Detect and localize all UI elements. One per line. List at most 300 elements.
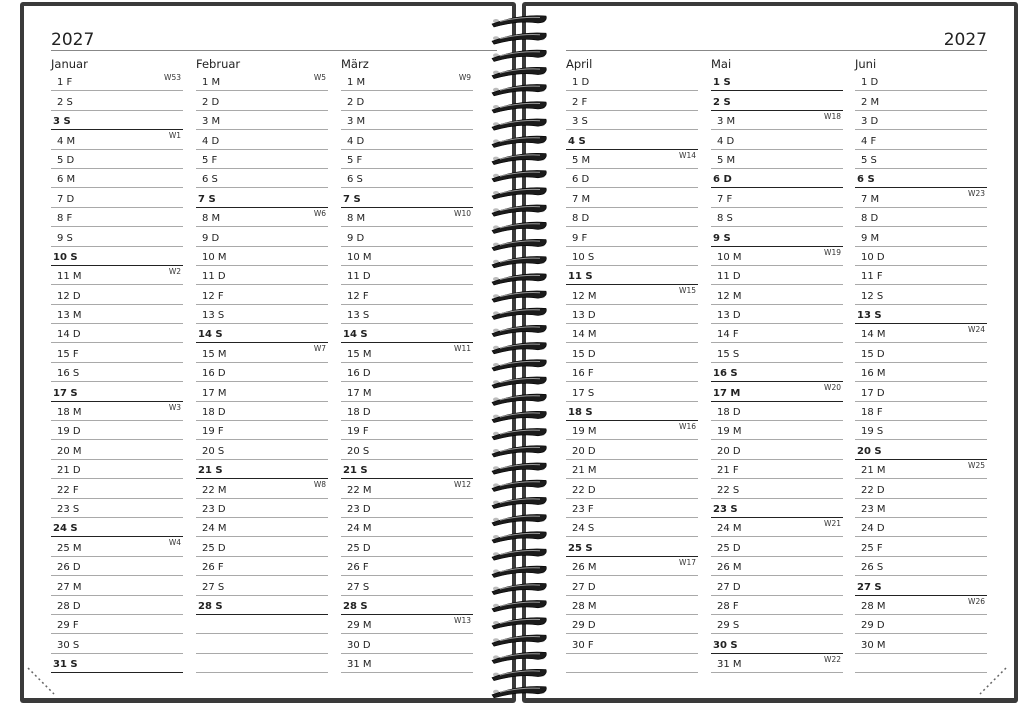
spiral-ring [492,360,546,371]
day-row [711,499,843,518]
day-label: 11 M [57,271,82,283]
day-row [196,343,328,362]
day-row [341,460,473,479]
month-column [855,56,987,673]
week-number: W18 [824,111,841,121]
day-row [855,537,987,556]
spiral-ring [492,308,546,319]
day-row [711,421,843,440]
day-label: 23 F [572,503,594,515]
day-label: 15 D [861,348,885,360]
day-label: 25 D [347,542,371,554]
day-row [51,266,183,285]
day-label: 8 F [57,213,73,225]
week-number: W2 [168,266,181,276]
day-label: 12 M [572,290,597,302]
day-row [855,440,987,459]
day-label: 30 D [347,639,371,651]
day-row [341,615,473,634]
day-row [196,208,328,227]
day-row [341,440,473,459]
day-label: 1 S [713,77,731,89]
day-row [341,537,473,556]
day-row [566,518,698,537]
day-label: 13 M [57,310,82,322]
day-label: 17 M [713,387,741,399]
day-row [855,596,987,615]
day-label: 1 D [572,77,590,89]
day-row [341,402,473,421]
spiral-ring [492,377,546,388]
day-row [51,227,183,246]
day-row [711,247,843,266]
day-label: 20 D [572,445,596,457]
day-row [51,499,183,518]
day-row [341,324,473,343]
day-label: 19 F [202,426,224,438]
day-row [341,363,473,382]
day-label: 28 M [572,600,597,612]
day-label: 28 M [861,600,886,612]
day-label: 17 S [53,387,78,399]
day-label: 22 D [861,484,885,496]
day-label: 4 S [568,135,586,147]
day-row [341,596,473,615]
day-row [196,266,328,285]
spiral-ring [492,549,546,560]
day-row [566,208,698,227]
day-label: 19 M [572,426,597,438]
empty-day-row [196,634,328,653]
day-row [711,440,843,459]
day-label: 28 F [717,600,739,612]
day-row [341,343,473,362]
day-row [711,130,843,149]
day-label: 20 S [202,445,225,457]
day-label: 16 F [572,368,594,380]
spiral-ring [492,274,546,285]
day-row [566,363,698,382]
day-row [855,460,987,479]
day-row [711,654,843,673]
day-row [711,91,843,110]
day-label: 7 S [343,193,361,205]
day-row [196,499,328,518]
day-row [341,169,473,188]
day-row [566,382,698,401]
day-label: 18 S [568,407,593,419]
day-label: 23 S [713,503,738,515]
day-row [51,324,183,343]
day-label: 1 M [347,77,366,89]
day-row [341,150,473,169]
spiral-ring [492,411,546,422]
week-number: W20 [824,383,841,393]
day-row [341,130,473,149]
day-row [855,208,987,227]
day-row [855,382,987,401]
week-number: W25 [968,460,985,470]
month-column [51,56,183,673]
spiral-ring [492,652,546,663]
spiral-ring [492,291,546,302]
day-row [196,479,328,498]
day-row [711,169,843,188]
day-row [566,557,698,576]
day-label: 3 M [347,116,366,128]
day-row [341,634,473,653]
spiral-ring [492,239,546,250]
day-label: 27 S [857,581,882,593]
day-label: 25 D [717,542,741,554]
day-row [196,150,328,169]
day-row [855,557,987,576]
day-row [855,72,987,91]
spiral-ring [492,669,546,680]
day-label: 8 D [861,213,879,225]
day-label: 12 M [717,290,742,302]
day-row [855,188,987,207]
spiral-ring [492,446,546,457]
day-label: 19 D [57,426,81,438]
day-label: 5 F [347,154,363,166]
day-row [341,576,473,595]
day-label: 22 M [202,484,227,496]
day-label: 17 D [861,387,885,399]
day-row [566,537,698,556]
day-row [566,499,698,518]
day-row [711,479,843,498]
month-name: Mai [711,57,732,71]
day-row [51,557,183,576]
day-row [855,634,987,653]
spiral-ring [492,394,546,405]
day-row [855,111,987,130]
day-row [51,91,183,110]
day-row [711,537,843,556]
day-row [711,518,843,537]
day-row [855,266,987,285]
spiral-ring [492,480,546,491]
day-label: 6 S [202,174,218,186]
day-label: 21 S [198,465,223,477]
day-label: 28 S [343,600,368,612]
day-row [711,305,843,324]
day-label: 26 S [861,562,884,574]
day-label: 30 S [57,639,80,651]
day-label: 18 D [347,407,371,419]
day-row [51,305,183,324]
day-label: 13 S [202,310,225,322]
day-row [196,576,328,595]
spiral-ring [492,205,546,216]
day-row [196,402,328,421]
day-label: 18 D [202,407,226,419]
day-row [51,615,183,634]
day-row [711,72,843,91]
spiral-ring [492,256,546,267]
day-label: 12 F [347,290,369,302]
week-number: W12 [454,480,471,490]
day-label: 22 S [717,484,740,496]
day-label: 28 S [198,600,223,612]
day-label: 18 M [57,407,82,419]
day-row [51,440,183,459]
left-page [24,6,512,698]
day-label: 10 S [572,251,595,263]
day-row [855,247,987,266]
day-row [855,150,987,169]
day-row [51,576,183,595]
week-number: W6 [313,208,326,218]
day-label: 17 M [347,387,372,399]
week-number: W24 [968,325,985,335]
day-label: 20 S [857,445,882,457]
day-label: 19 F [347,426,369,438]
day-row [855,169,987,188]
spiral-ring [492,325,546,336]
day-row [196,421,328,440]
day-row [196,596,328,615]
day-row [566,111,698,130]
day-row [566,266,698,285]
day-row [341,208,473,227]
month-name: März [341,57,369,71]
day-row [711,615,843,634]
day-row [855,343,987,362]
day-row [196,460,328,479]
day-row [341,266,473,285]
day-row [566,402,698,421]
corner-dotted-line [26,666,56,696]
day-label: 14 M [572,329,597,341]
day-row [51,518,183,537]
day-row [196,169,328,188]
day-label: 23 S [57,503,80,515]
day-label: 3 M [717,116,736,128]
spiral-ring [492,463,546,474]
day-row [855,363,987,382]
day-row [566,227,698,246]
day-label: 13 S [347,310,370,322]
day-row [711,557,843,576]
spiral-ring [492,428,546,439]
day-label: 1 M [202,77,221,89]
day-label: 28 D [57,600,81,612]
day-label: 23 D [202,503,226,515]
day-row [566,285,698,304]
day-row [341,72,473,91]
day-label: 12 S [861,290,884,302]
day-label: 30 M [861,639,886,651]
day-label: 15 M [347,348,372,360]
day-row [711,343,843,362]
day-label: 10 M [347,251,372,263]
day-label: 7 M [572,193,591,205]
spiral-ring [492,119,546,130]
day-label: 1 D [861,77,879,89]
day-label: 30 S [713,639,738,651]
day-label: 10 M [717,251,742,263]
day-row [711,576,843,595]
month-column [196,56,328,673]
day-row [341,227,473,246]
day-label: 25 F [861,542,883,554]
day-row [341,188,473,207]
day-label: 5 S [861,154,877,166]
day-row [855,499,987,518]
spiral-ring [492,514,546,525]
day-row [341,518,473,537]
day-row [51,247,183,266]
month-name: Januar [51,57,88,71]
day-label: 4 D [717,135,735,147]
day-row [196,537,328,556]
right-page [526,6,1014,698]
spiral-ring [492,342,546,353]
day-row [196,130,328,149]
day-label: 8 M [347,213,366,225]
day-label: 29 D [861,620,885,632]
day-label: 4 M [57,135,76,147]
day-label: 2 S [57,96,73,108]
week-number: W23 [968,189,985,199]
month-name: Juni [855,57,877,71]
day-row [341,305,473,324]
day-row [855,576,987,595]
day-row [711,363,843,382]
month-column [566,56,698,673]
day-label: 11 D [717,271,741,283]
spiral-ring [492,153,546,164]
day-row [51,150,183,169]
day-row [196,518,328,537]
day-row [566,305,698,324]
spiral-ring [492,532,546,543]
day-label: 3 D [861,116,879,128]
day-label: 8 S [717,213,733,225]
day-label: 10 M [202,251,227,263]
day-label: 2 D [202,96,220,108]
day-row [341,111,473,130]
day-label: 18 D [717,407,741,419]
day-row [51,363,183,382]
day-row [566,634,698,653]
day-label: 2 F [572,96,588,108]
spiral-ring [492,102,546,113]
day-row [341,421,473,440]
day-row [711,460,843,479]
spiral-ring [492,136,546,147]
day-label: 6 D [572,174,590,186]
day-label: 9 S [713,232,731,244]
day-label: 11 D [347,271,371,283]
day-label: 21 F [717,465,739,477]
day-label: 26 F [202,562,224,574]
spiral-ring [492,497,546,508]
day-row [51,537,183,556]
day-row [196,363,328,382]
day-label: 7 D [57,193,75,205]
day-label: 15 F [57,348,79,360]
day-label: 16 S [57,368,80,380]
week-number: W22 [824,654,841,664]
day-row [51,402,183,421]
day-label: 6 S [857,174,875,186]
day-row [51,111,183,130]
day-label: 21 M [572,465,597,477]
day-row [341,557,473,576]
day-row [566,615,698,634]
spiral-ring [492,16,546,27]
week-number: W26 [968,596,985,606]
day-row [196,72,328,91]
day-label: 17 M [202,387,227,399]
day-row [196,324,328,343]
day-label: 27 M [57,581,82,593]
day-label: 16 S [713,368,738,380]
day-label: 15 D [572,348,596,360]
day-label: 26 D [57,562,81,574]
day-row [341,247,473,266]
week-number: W53 [164,73,181,82]
day-row [855,479,987,498]
day-label: 24 M [717,523,742,535]
corner-dotted-line [978,666,1008,696]
day-row [196,440,328,459]
day-row [566,421,698,440]
day-label: 15 S [717,348,740,360]
spiral-ring [492,600,546,611]
day-row [711,227,843,246]
day-label: 22 F [57,484,79,496]
day-row [711,266,843,285]
day-label: 4 D [347,135,365,147]
day-label: 24 S [53,523,78,535]
day-row [341,654,473,673]
day-row [711,285,843,304]
day-row [566,479,698,498]
day-row [855,518,987,537]
day-label: 23 M [861,503,886,515]
week-number: W8 [313,480,326,490]
spiral-ring [492,67,546,78]
day-row [855,305,987,324]
month-column [341,56,473,673]
year-label-left: 2027 [51,30,95,50]
day-label: 29 S [717,620,740,632]
week-number: W21 [824,518,841,528]
day-row [196,227,328,246]
week-number: W14 [679,150,696,160]
day-label: 13 D [572,310,596,322]
day-row [711,111,843,130]
day-label: 26 M [717,562,742,574]
day-label: 11 D [202,271,226,283]
day-label: 27 S [202,581,225,593]
day-label: 6 D [713,174,732,186]
day-row [196,188,328,207]
month-name: Februar [196,57,241,71]
day-label: 8 M [202,213,221,225]
day-label: 8 D [572,213,590,225]
day-label: 16 M [861,368,886,380]
day-row [566,440,698,459]
day-label: 5 M [717,154,736,166]
empty-day-row [566,654,698,673]
day-label: 12 D [57,290,81,302]
day-label: 11 F [861,271,883,283]
